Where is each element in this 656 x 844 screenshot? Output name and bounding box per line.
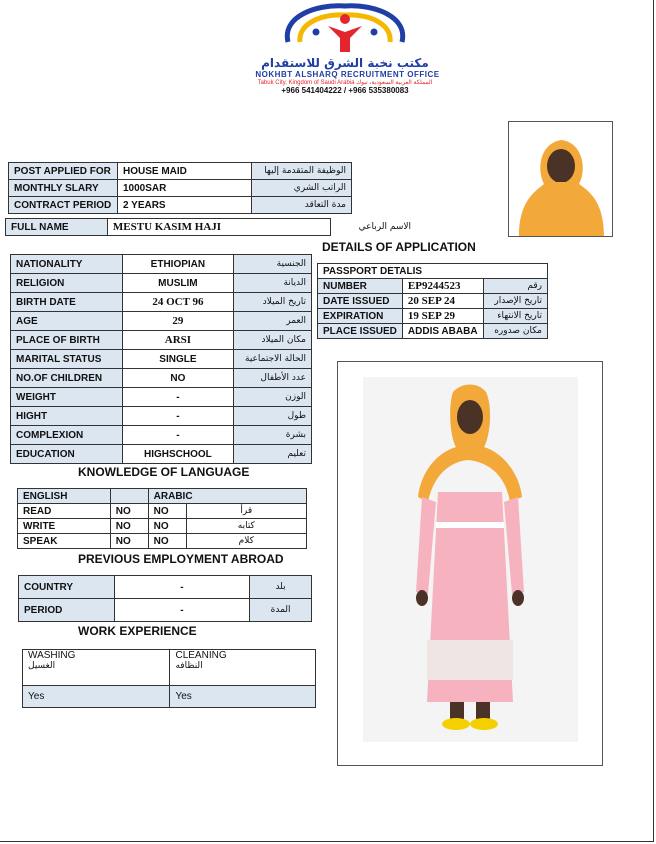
- job-row: [9, 197, 352, 214]
- washing-label: WASHING: [28, 650, 76, 661]
- period-value: -: [114, 599, 249, 622]
- education-label-ar: تعليم: [234, 445, 312, 464]
- salary-label-ar: الراتب الشري: [252, 180, 352, 197]
- speak-label: SPEAK: [18, 534, 111, 549]
- country-label-ar: بلد: [250, 576, 312, 599]
- religion-label: RELIGION: [11, 274, 123, 293]
- full-name-label-ar: الاسم الرباعي: [330, 219, 416, 236]
- contract-value: 2 YEARS: [117, 197, 251, 214]
- detail-row: [11, 445, 312, 464]
- portrait-photo: [508, 121, 613, 237]
- language-row: [18, 519, 307, 534]
- details-table: [10, 254, 312, 464]
- cleaning-label: CLEANING: [175, 650, 227, 661]
- detail-row: [11, 255, 312, 274]
- birth-date-label-ar: تاريخ الميلاد: [234, 293, 312, 312]
- read-arabic: NO: [148, 504, 186, 519]
- passport-row: [318, 324, 548, 339]
- religion-value: MUSLIM: [122, 274, 233, 293]
- contract-label-ar: مدة التعاقد: [252, 197, 352, 214]
- employment-heading: PREVIOUS EMPLOYMENT ABROAD: [78, 552, 284, 566]
- height-value: -: [122, 407, 233, 426]
- salary-label: MONTHLY SLARY: [9, 180, 118, 197]
- speak-arabic: NO: [148, 534, 186, 549]
- job-row: [9, 163, 352, 180]
- office-name-arabic: مكتب نخبة الشرق للاستقدام: [261, 56, 429, 70]
- employment-row: [19, 599, 312, 622]
- detail-row: [11, 426, 312, 445]
- nationality-value: ETHIOPIAN: [122, 255, 233, 274]
- office-phones: +966 541404222 / +966 535380083: [281, 86, 409, 95]
- write-arabic: NO: [148, 519, 186, 534]
- details-heading: DETAILS OF APPLICATION: [322, 240, 476, 254]
- office-address: Tabuk City, Kingdom of Saudi Arabia المملكة العربية السعودية، تبوك: [257, 80, 433, 86]
- detail-row: [11, 350, 312, 369]
- weight-value: -: [122, 388, 233, 407]
- job-table: [8, 162, 352, 214]
- full-name-value: MESTU KASIM HAJI: [107, 219, 330, 236]
- full-name-label: FULL NAME: [6, 219, 108, 236]
- detail-row: [11, 293, 312, 312]
- work-table: [22, 649, 316, 708]
- language-row: [18, 504, 307, 519]
- washing-value: Yes: [23, 686, 170, 708]
- passport-number-label-ar: رقم: [483, 279, 547, 294]
- education-value: HIGHSCHOOL: [122, 445, 233, 464]
- english-column-header: ENGLISH: [18, 489, 111, 504]
- employment-table: [18, 575, 312, 622]
- religion-label-ar: الديانة: [234, 274, 312, 293]
- office-name-english: NOKHBT ALSHARQ RECRUITMENT OFFICE: [255, 70, 440, 79]
- language-table: [17, 488, 307, 549]
- children-label: NO.OF CHILDREN: [11, 369, 123, 388]
- post-label-ar: الوظيفة المتقدمة إليها: [252, 163, 352, 180]
- age-label-ar: العمر: [234, 312, 312, 331]
- detail-row: [11, 388, 312, 407]
- place-of-birth-label: PLACE OF BIRTH: [11, 331, 123, 350]
- height-label: HIGHT: [11, 407, 123, 426]
- passport-row: [318, 279, 548, 294]
- education-label: EDUCATION: [11, 445, 123, 464]
- place-issued-label: PLACE ISSUED: [318, 324, 403, 339]
- detail-row: [11, 369, 312, 388]
- detail-row: [11, 312, 312, 331]
- detail-row: [11, 274, 312, 293]
- nationality-label: NATIONALITY: [11, 255, 123, 274]
- passport-row: [318, 294, 548, 309]
- passport-row: [318, 309, 548, 324]
- salary-value: 1000SAR: [117, 180, 251, 197]
- office-logo: [270, 2, 420, 60]
- date-issued-label-ar: تاريخ الإصدار: [483, 294, 547, 309]
- children-value: NO: [122, 369, 233, 388]
- speak-english: NO: [110, 534, 148, 549]
- age-label: AGE: [11, 312, 123, 331]
- passport-title: PASSPORT DETALIS: [318, 264, 548, 279]
- cleaning-label-ar: النظافه: [175, 661, 203, 671]
- marital-status-value: SINGLE: [122, 350, 233, 369]
- height-label-ar: طول: [234, 407, 312, 426]
- language-heading: KNOWLEDGE OF LANGUAGE: [78, 465, 250, 479]
- date-issued-label: DATE ISSUED: [318, 294, 403, 309]
- country-value: -: [114, 576, 249, 599]
- post-label: POST APPLIED FOR: [9, 163, 118, 180]
- date-issued-value: 20 SEP 24: [402, 294, 483, 309]
- write-english: NO: [110, 519, 148, 534]
- detail-row: [11, 407, 312, 426]
- read-label-ar: قرأ: [186, 504, 306, 519]
- write-label-ar: كتابه: [186, 519, 306, 534]
- expiration-label-ar: تاريخ الانتهاء: [483, 309, 547, 324]
- passport-number-value: EP9244523: [402, 279, 483, 294]
- complexion-label: COMPLEXION: [11, 426, 123, 445]
- period-label: PERIOD: [19, 599, 115, 622]
- place-issued-value: ADDIS ABABA: [402, 324, 483, 339]
- complexion-value: -: [122, 426, 233, 445]
- place-issued-label-ar: مكان صدوره: [483, 324, 547, 339]
- language-row: [18, 534, 307, 549]
- arabic-column-header: ARABIC: [148, 489, 306, 504]
- washing-label-ar: الغسيل: [28, 661, 56, 671]
- marital-status-label-ar: الحالة الاجتماعية: [234, 350, 312, 369]
- speak-label-ar: كلام: [186, 534, 306, 549]
- passport-table: [317, 263, 548, 339]
- employment-row: [19, 576, 312, 599]
- country-label: COUNTRY: [19, 576, 115, 599]
- complexion-label-ar: بشرة: [234, 426, 312, 445]
- detail-row: [11, 331, 312, 350]
- nationality-label-ar: الجنسية: [234, 255, 312, 274]
- age-value: 29: [122, 312, 233, 331]
- place-of-birth-label-ar: مكان الميلاد: [234, 331, 312, 350]
- marital-status-label: MARITAL STATUS: [11, 350, 123, 369]
- washing-cell: [23, 650, 170, 686]
- post-value: HOUSE MAID: [117, 163, 251, 180]
- period-label-ar: المدة: [250, 599, 312, 622]
- expiration-value: 19 SEP 29: [402, 309, 483, 324]
- place-of-birth-value: ARSI: [122, 331, 233, 350]
- expiration-label: EXPIRATION: [318, 309, 403, 324]
- write-label: WRITE: [18, 519, 111, 534]
- passport-number-label: NUMBER: [318, 279, 403, 294]
- children-label-ar: عدد الأطفال: [234, 369, 312, 388]
- cleaning-cell: [170, 650, 316, 686]
- full-body-photo: [337, 361, 603, 766]
- weight-label: WEIGHT: [11, 388, 123, 407]
- work-heading: WORK EXPERIENCE: [78, 624, 197, 638]
- cleaning-value: Yes: [170, 686, 316, 708]
- contract-label: CONTRACT PERIOD: [9, 197, 118, 214]
- read-english: NO: [110, 504, 148, 519]
- read-label: READ: [18, 504, 111, 519]
- birth-date-value: 24 OCT 96: [122, 293, 233, 312]
- birth-date-label: BIRTH DATE: [11, 293, 123, 312]
- job-row: [9, 180, 352, 197]
- full-name-table: [5, 218, 416, 236]
- weight-label-ar: الوزن: [234, 388, 312, 407]
